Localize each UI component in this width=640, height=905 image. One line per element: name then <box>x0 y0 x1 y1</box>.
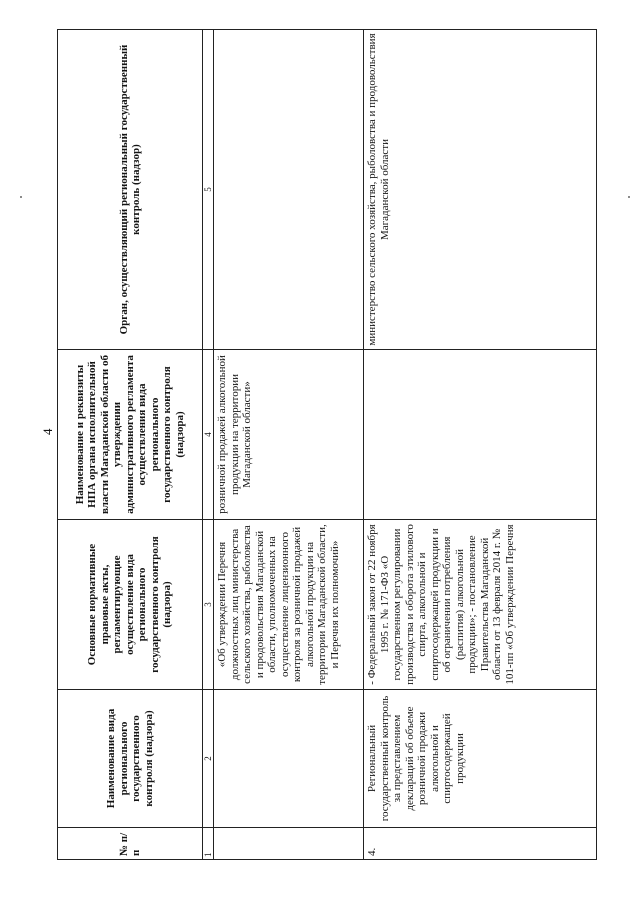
rotated-table-container <box>57 30 597 860</box>
column-number: 3 <box>203 520 214 690</box>
legal-acts-cell: «Об утверждении Перечня должностных лиц министерства сельского хозяйства, рыболовства и продовольствия Магаданской области, уполномоченных на осуществление лицензионного контроля за розничной продажей алкогольной продукции на территории Магаданской области, и Перечня их полномочий» <box>214 520 364 690</box>
header-number: № п/п <box>58 828 203 860</box>
scan-speck <box>20 196 22 198</box>
header-legal-acts: Основные нормативные правовые акты, регламентирующие осуществление вида регионального государственного контроля (надзора) <box>58 520 203 690</box>
header-control-type: Наименование вида регионального государственного контроля (надзора) <box>58 690 203 828</box>
control-type-cell: Региональный государственный контроль за представлением деклараций об объеме розничной продажи алкогольной и спиртосодержащей продукции <box>364 690 597 828</box>
regulation-details-cell: розничной продажей алкогольной продукции на территории Магаданской области» <box>214 350 364 520</box>
column-number: 4 <box>203 350 214 520</box>
header-regulation-details: Наименование и реквизиты НПА органа исполнительной власти Магаданской области об утверждении административного регламента осуществления вида регионального государственного контроля (надзора) <box>58 350 203 520</box>
legal-acts-cell: - Федеральный закон от 22 ноября 1995 г. № 171-ФЗ «О государственном регулировании производства и оборота этилового спирта, алкогольной и спиртосодержащей продукции и об ограничении потребления (распития) алкогольной продукции»; - постановление Правительства Магаданской области от 13 февраля 2014 г. № 101-пп «Об утверждении Перечня <box>364 520 597 690</box>
control-type-cell <box>214 690 364 828</box>
row-number-cell: 4. <box>364 828 597 860</box>
authority-cell: министерство сельского хозяйства, рыболовства и продовольствия Магаданской области <box>364 30 597 350</box>
column-number-row <box>203 30 214 860</box>
column-number: 5 <box>203 30 214 350</box>
row-number-cell <box>214 828 364 860</box>
control-types-table <box>57 29 597 860</box>
column-number: 1 <box>203 828 214 860</box>
table-row <box>214 30 364 860</box>
table-row <box>364 30 597 860</box>
scan-speck <box>628 196 630 198</box>
authority-cell <box>214 30 364 350</box>
regulation-details-cell <box>364 350 597 520</box>
header-authority: Орган, осуществляющий региональный государственный контроль (надзор) <box>58 30 203 350</box>
page-number: 4 <box>40 428 55 435</box>
column-number: 2 <box>203 690 214 828</box>
header-row <box>58 30 203 860</box>
